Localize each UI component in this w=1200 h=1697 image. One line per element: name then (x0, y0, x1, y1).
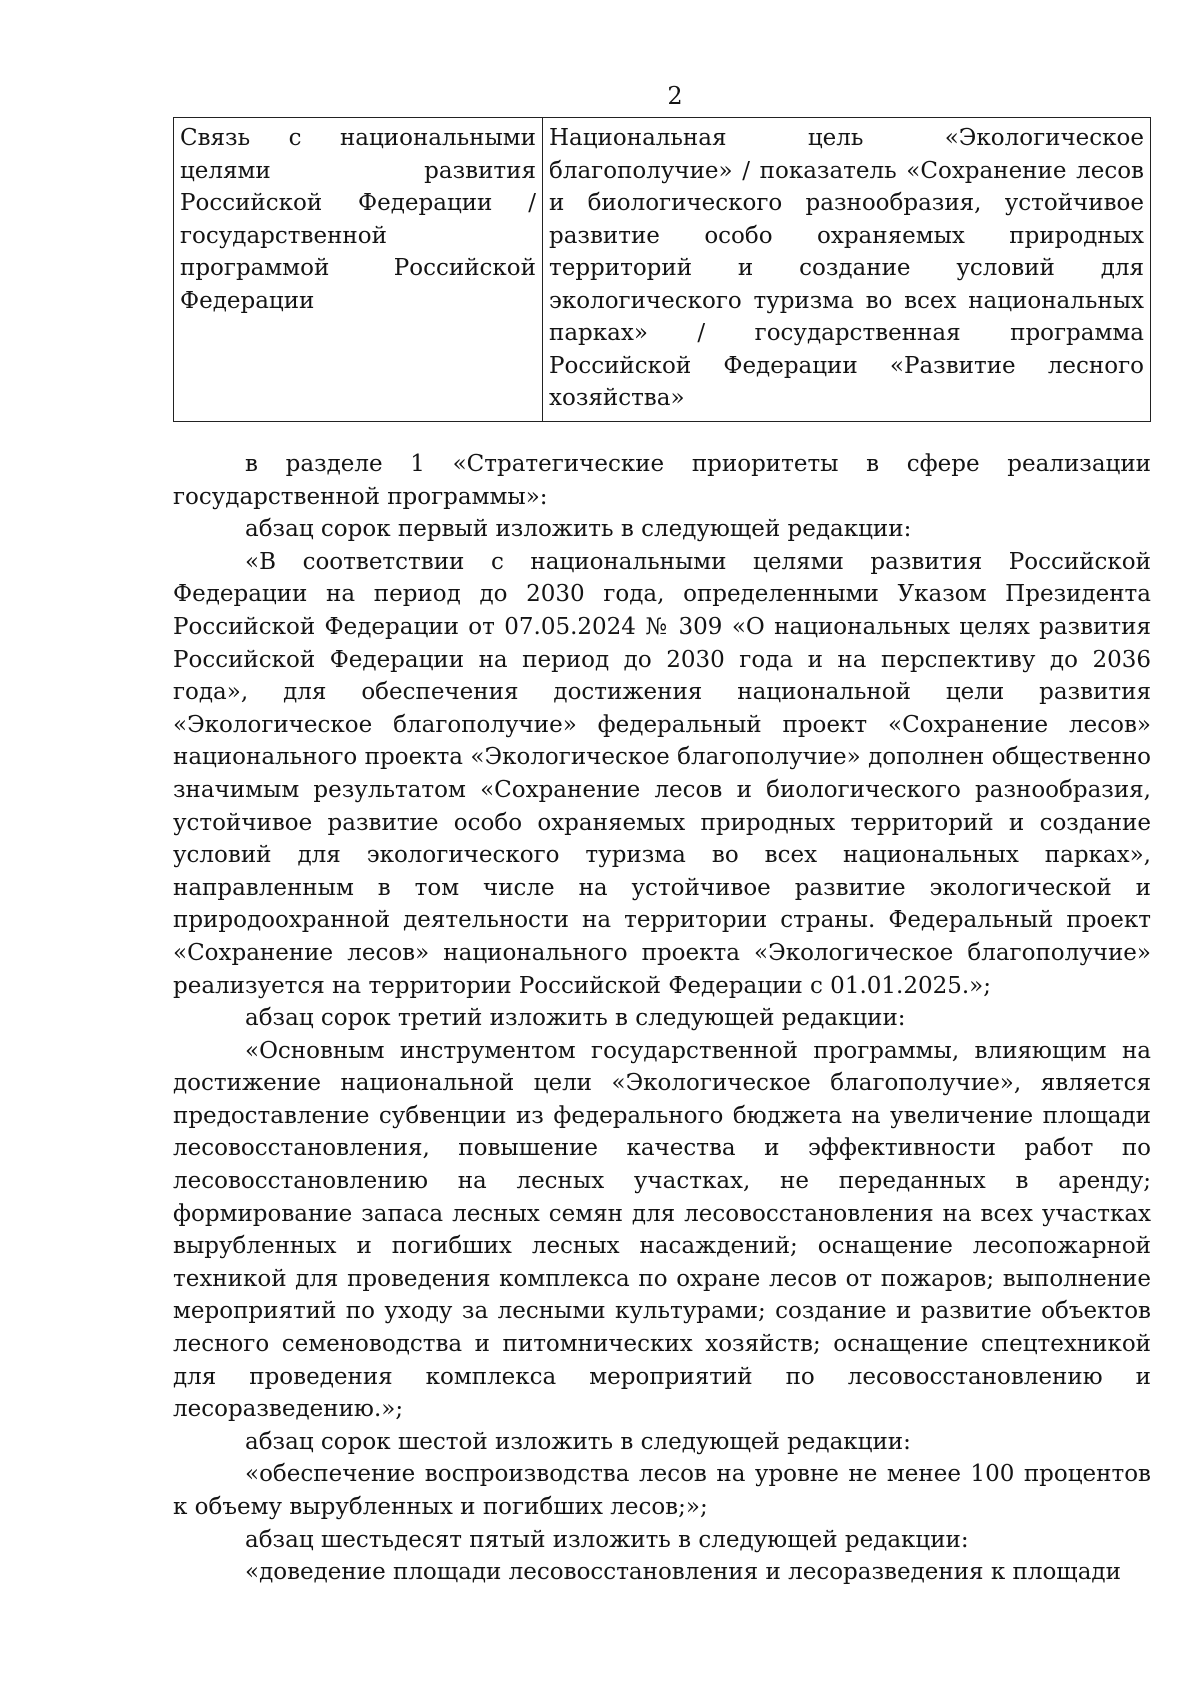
paragraph: абзац сорок третий изложить в следующей редакции: (245, 1005, 906, 1032)
page-number: 2 (667, 82, 683, 110)
paragraph: «Основным инструментом государственной программы, влияющим на достижение национальной цели «Экологическое благополучие», является предоставление субвенции из федерального бюджета на увеличение площади лесовосстановления, повышение качества и эффективности работ по лесовосстановлению на лесных участках, не переданных в аренду; формирование запаса лесных семян для лесовосстановления на всех участках вырубленных и погибших лесных насаждений; оснащение лесопожарной техникой для проведения комплекса по охране лесов от пожаров; выполнение мероприятий по уходу за лесными культурами; создание и развитие объектов лесного семеноводства и питомнических хозяйств; оснащение спецтехникой для проведения комплекса мероприятий по лесовосстановлению и лесоразведению.»; (173, 1037, 1151, 1423)
paragraph: абзац шестьдесят пятый изложить в следующей редакции: (245, 1526, 969, 1553)
paragraph: в разделе 1 «Стратегические приоритеты в сфере реализации государственной программы»: (173, 451, 1151, 510)
paragraph: абзац сорок первый изложить в следующей редакции: (245, 516, 912, 543)
table-cell-value: Национальная цель «Экологическое благополучие» / показатель «Сохранение лесов и биологического разнообразия, устойчивое развитие особо охраняемых природных территорий и создание условий для экологического туризма во всех национальных парках» / государственная программа Российской Федерации «Развитие лесного хозяйства» (543, 118, 1151, 422)
paragraph: «обеспечение воспроизводства лесов на уровне не менее 100 процентов к объему вырубленных и погибших лесов;»; (173, 1461, 1151, 1520)
paragraph: «доведение площади лесовосстановления и лесоразведения к площади (245, 1559, 1121, 1586)
paragraph: абзац сорок шестой изложить в следующей редакции: (245, 1428, 911, 1455)
table-cell-label: Связь с национальными целями развития Российской Федерации / государственной программой Российской Федерации (174, 118, 543, 422)
document-body (173, 448, 1151, 1589)
table-row (174, 118, 1151, 422)
national-goals-table (173, 117, 1151, 422)
paragraph: «В соответствии с национальными целями развития Российской Федерации на период до 2030 года, определенными Указом Президента Российской Федерации от 07.05.2024 № 309 «О национальных целях развития Российской Федерации на период до 2030 года и на перспективу до 2036 года», для обеспечения достижения национальной цели развития «Экологическое благополучие» федеральный проект «Сохранение лесов» национального проекта «Экологическое благополучие» дополнен общественно значимым результатом «Сохранение лесов и биологического разнообразия, устойчивое развитие особо охраняемых природных территорий и создание условий для экологического туризма во всех национальных парках», направленным в том числе на устойчивое развитие экологической и природоохранной деятельности на территории страны. Федеральный проект «Сохранение лесов» национального проекта «Экологическое благополучие» реализуется на территории Российской Федерации с 01.01.2025.»; (173, 548, 1151, 999)
